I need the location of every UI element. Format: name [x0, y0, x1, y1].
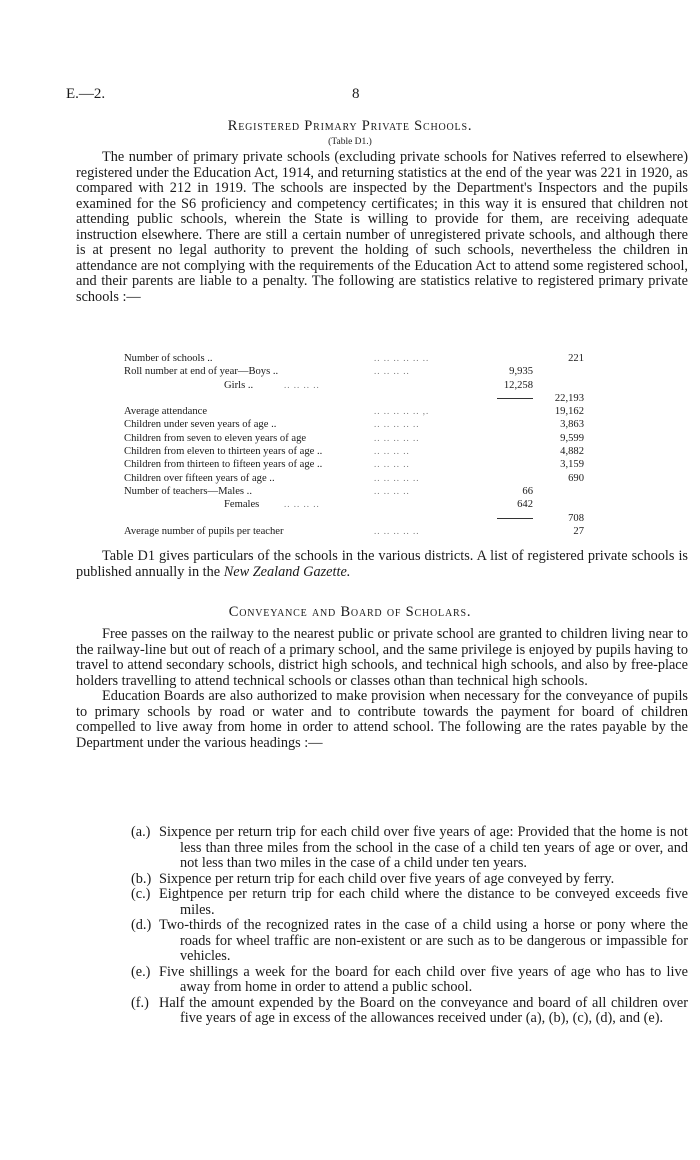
stats-row: [124, 365, 584, 378]
stats-row: [124, 418, 584, 431]
stats-row: [124, 352, 584, 365]
stats-row: [124, 392, 584, 405]
rate-item: [76, 965, 688, 996]
stats-total: 9,599: [560, 432, 584, 444]
paragraph-text: The number of primary private schools (excluding private schools for Natives referred to elsewhere) registered under the Education Act, 1914, and returning statistics at the end of the year was 221 in 1920, as compared with 212 in 1919. The schools are inspected by the Department's Inspectors and the pupils examined for the S6 proficiency and competency certificates; in this way it is ensured that children not attending public schools, wherein the State is willing to provide for them, are receiving adequate instruction elsewhere. There are still a certain number of unregistered private schools, and although there is at present no legal authority to prevent the holding of such schools, nevertheless the children in attendance are not complying with the requirements of the Education Act to attend some registered school, and their parents are liable to a penalty. The following are statistics relative to registered primary private schools :—: [76, 149, 688, 305]
stats-total: 3,863: [560, 419, 584, 431]
stats-subtotal: 66: [522, 485, 533, 497]
paragraph-text: [76, 549, 688, 580]
stats-label: Roll number at end of year—Boys ..: [124, 366, 279, 378]
rate-item-text: Eightpence per return trip for each child where the distance to be conveyed exceeds five miles.: [159, 886, 688, 918]
leader-dots: .. .. .. .. ..: [374, 472, 420, 483]
rate-item-label: (b.): [131, 870, 152, 887]
section-title-conveyance: Conveyance and Board of Scholars.: [228, 604, 472, 620]
stats-subtotal: 12,258: [503, 379, 533, 391]
rate-item: [76, 996, 688, 1027]
rate-item-text: Sixpence per return trip for each child over five years of age: Provided that the home is not less than three miles from the school in the case of a child ten years of age or over, and not less than two miles in the case of a child under ten years.: [159, 824, 688, 871]
sum-rule: [497, 398, 533, 399]
stats-label: Children from thirteen to fifteen years of age ..: [124, 459, 323, 471]
sum-rule: [497, 518, 533, 519]
rate-item-text: Two-thirds of the recognized rates in the case of a child using a horse or pony where the roads for wheel traffic are non-existent or are such as to be dangerous or impassible for vehicles.: [159, 917, 688, 964]
leader-dots: .. .. .. .. .. ..: [374, 353, 430, 363]
rate-item: [76, 825, 688, 872]
stats-row: [124, 485, 584, 498]
stats-row: [124, 472, 584, 485]
rate-item: [76, 887, 688, 918]
leader-dots: .. .. .. .. .. ,.: [374, 406, 430, 417]
rate-item-text: Five shillings a week for the board for each child over five years of age who has to live away from home in order to attend a public school.: [159, 963, 688, 995]
stats-total: 27: [573, 525, 584, 537]
stats-label: Females: [224, 499, 260, 511]
paragraph-free-passes: Free passes on the railway to the nearest public or private school are granted to children living near to the railway-line but out of reach of a primary school, and the same privilege is enjoyed by pupils having to travel to attend secondary schools, district high schools, and technical high schools, and also by free-place holders travelling to attend technical schools or classes othan than technical high schools.: [76, 626, 688, 689]
stats-total: 19,162: [554, 406, 584, 418]
rate-item-label: (a.): [131, 824, 151, 840]
stats-row: [124, 379, 584, 392]
table-d1-paragraph: [76, 549, 688, 580]
section-title-registered-schools: Registered Primary Private Schools.: [227, 118, 473, 134]
rate-item-text: Half the amount expended by the Board on the conveyance and board of all children over five years of age in excess of the allowances received under (a), (b), (c), (d), and (e).: [159, 994, 688, 1026]
stats-row: [124, 432, 584, 445]
rate-item-label: (f.): [131, 994, 149, 1011]
paragraph-boards: Education Boards are also authorized to make provision when necessary for the conveyance of pupils to primary schools by road or water and to contribute towards the payment for board of children compelled to live away from home in order to attend school. The following are the rates payable by the Department under the various headings :—: [76, 688, 688, 751]
stats-subtotal: 9,935: [509, 366, 533, 378]
leader-dots: .. .. .. .. ..: [374, 419, 420, 430]
rate-item-label: (c.): [131, 886, 151, 902]
rate-item-text: Sixpence per return trip for each child over five years of age conveyed by ferry.: [159, 870, 615, 887]
stats-row: [124, 498, 584, 511]
rate-item-label: (d.): [131, 917, 152, 933]
leader-dots: .. .. .. ..: [374, 446, 410, 457]
leader-dots: .. .. .. .. ..: [374, 432, 420, 443]
leader-dots: .. .. .. ..: [374, 366, 410, 377]
rates-list: [76, 825, 688, 1027]
stats-label: Children from eleven to thirteen years of age ..: [124, 446, 323, 458]
table-reference: (Table D1.): [328, 137, 372, 147]
stats-row: [124, 445, 584, 458]
stats-label: Girls ..: [224, 379, 254, 391]
page-number: 8: [352, 86, 360, 102]
stats-row: [124, 405, 584, 418]
stats-total: 708: [568, 512, 584, 524]
stats-subtotal: 642: [517, 499, 533, 511]
stats-total: 4,882: [560, 446, 584, 458]
rate-item: [76, 872, 688, 888]
stats-label: Average attendance: [124, 406, 208, 418]
page-header-reference: E.—2.: [66, 86, 106, 102]
stats-label: Children under seven years of age ..: [124, 419, 277, 431]
leader-dots: .. .. .. ..: [284, 499, 320, 510]
stats-total: 22,193: [554, 392, 584, 404]
conveyance-paragraphs: [76, 627, 688, 751]
rate-item-label: (e.): [131, 963, 151, 980]
stats-label: Number of teachers—Males ..: [124, 485, 252, 497]
stats-total: 3,159: [560, 459, 584, 471]
statistics-table: [124, 352, 584, 538]
gazette-title: New Zealand Gazette.: [223, 563, 351, 580]
stats-total: 690: [568, 472, 584, 484]
paragraph-body: Table D1 gives particulars of the schools in the various districts. A list of registered private schools is published annually in the: [76, 548, 688, 580]
leader-dots: .. .. .. ..: [284, 379, 320, 390]
stats-label: Children from seven to eleven years of age: [124, 432, 307, 444]
stats-row: [124, 512, 584, 525]
registered-schools-paragraph: [76, 150, 688, 305]
leader-dots: .. .. .. ..: [374, 459, 410, 470]
leader-dots: .. .. .. ..: [374, 485, 410, 496]
leader-dots: .. .. .. .. ..: [374, 525, 420, 536]
stats-label: Average number of pupils per teacher: [124, 525, 284, 537]
stats-label: Children over fifteen years of age ..: [124, 472, 275, 484]
stats-total: 221: [568, 353, 584, 364]
stats-label: Number of schools ..: [124, 353, 213, 364]
stats-row: [124, 458, 584, 471]
rate-item: [76, 918, 688, 965]
stats-row: [124, 525, 584, 538]
